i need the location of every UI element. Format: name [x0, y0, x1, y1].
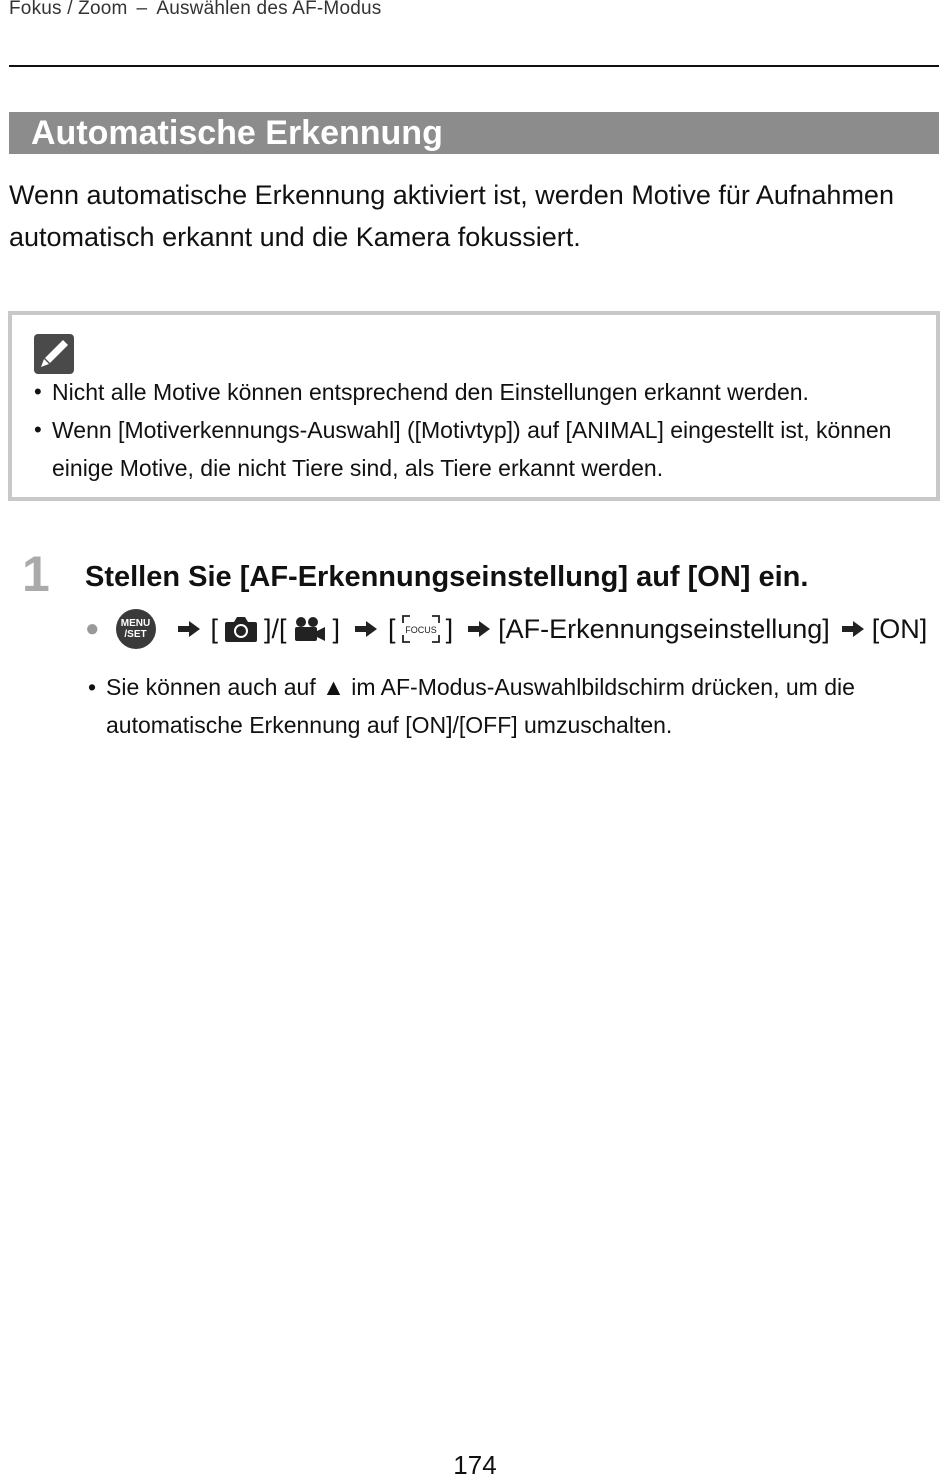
intro-paragraph: Wenn automatische Erkennung aktiviert ist, werden Motive für Aufnahmen automatisch erkannt und die Kamera fokussiert. [9, 180, 894, 252]
header-divider [9, 65, 939, 67]
camera-icon [223, 615, 259, 643]
arrow-right-icon [353, 620, 379, 638]
setting-name: [AF-Erkennungseinstellung] [498, 613, 830, 644]
arrow-right-icon [176, 620, 202, 638]
menu-path [85, 607, 927, 651]
focus-menu-icon [401, 614, 441, 644]
note-item: • Nicht alle Motive können entsprechend den Einstellungen erkannt werden. [34, 373, 914, 411]
breadcrumb-separator: – [136, 0, 148, 19]
section-title-bar [9, 112, 939, 154]
step-tip: • Sie können auch auf ▲ im AF-Modus-Auswahlbildschirm drücken, um die automatische Erkennung auf [ON]/[OFF] umzuschalten. [88, 668, 928, 744]
arrow-right-icon [466, 620, 492, 638]
breadcrumb-section: Fokus / Zoom [9, 0, 128, 19]
focus-menu-label: FOCUS [404, 625, 437, 635]
step-title: Stellen Sie [AF-Erkennungseinstellung] auf [ON] ein. [85, 561, 809, 593]
menu-button-label-top: MENU [120, 618, 151, 629]
step-number: 1 [22, 546, 50, 602]
menu-set-button-icon [116, 609, 156, 649]
bracket-slash-separator: ]/[ [264, 613, 287, 644]
breadcrumb [9, 0, 381, 20]
bracket-close: ] [445, 613, 454, 644]
breadcrumb-page: Auswählen des AF-Modus [156, 0, 382, 19]
note-item: • Wenn [Motiverkennungs-Auswahl] ([Motivtyp]) auf [ANIMAL] eingestellt ist, können einige Motive, die nicht Tiere sind, als Tiere erkannt werden. [34, 411, 914, 487]
bracket-close: ] [332, 613, 341, 644]
video-camera-icon [292, 615, 328, 643]
bracket-open: [ [210, 613, 219, 644]
section-title: Automatische Erkennung [31, 114, 443, 152]
note-list [34, 373, 914, 487]
bullet-dot-icon: ● [85, 615, 100, 642]
menu-button-label-bottom: /SET [124, 629, 147, 640]
note-pencil-icon [34, 334, 74, 374]
step-tip-list [88, 668, 928, 744]
arrow-right-icon [840, 620, 866, 638]
setting-value: [ON] [871, 613, 928, 644]
page-number: 174 [453, 1450, 497, 1480]
bracket-open: [ [388, 613, 396, 644]
note-box [8, 311, 940, 501]
